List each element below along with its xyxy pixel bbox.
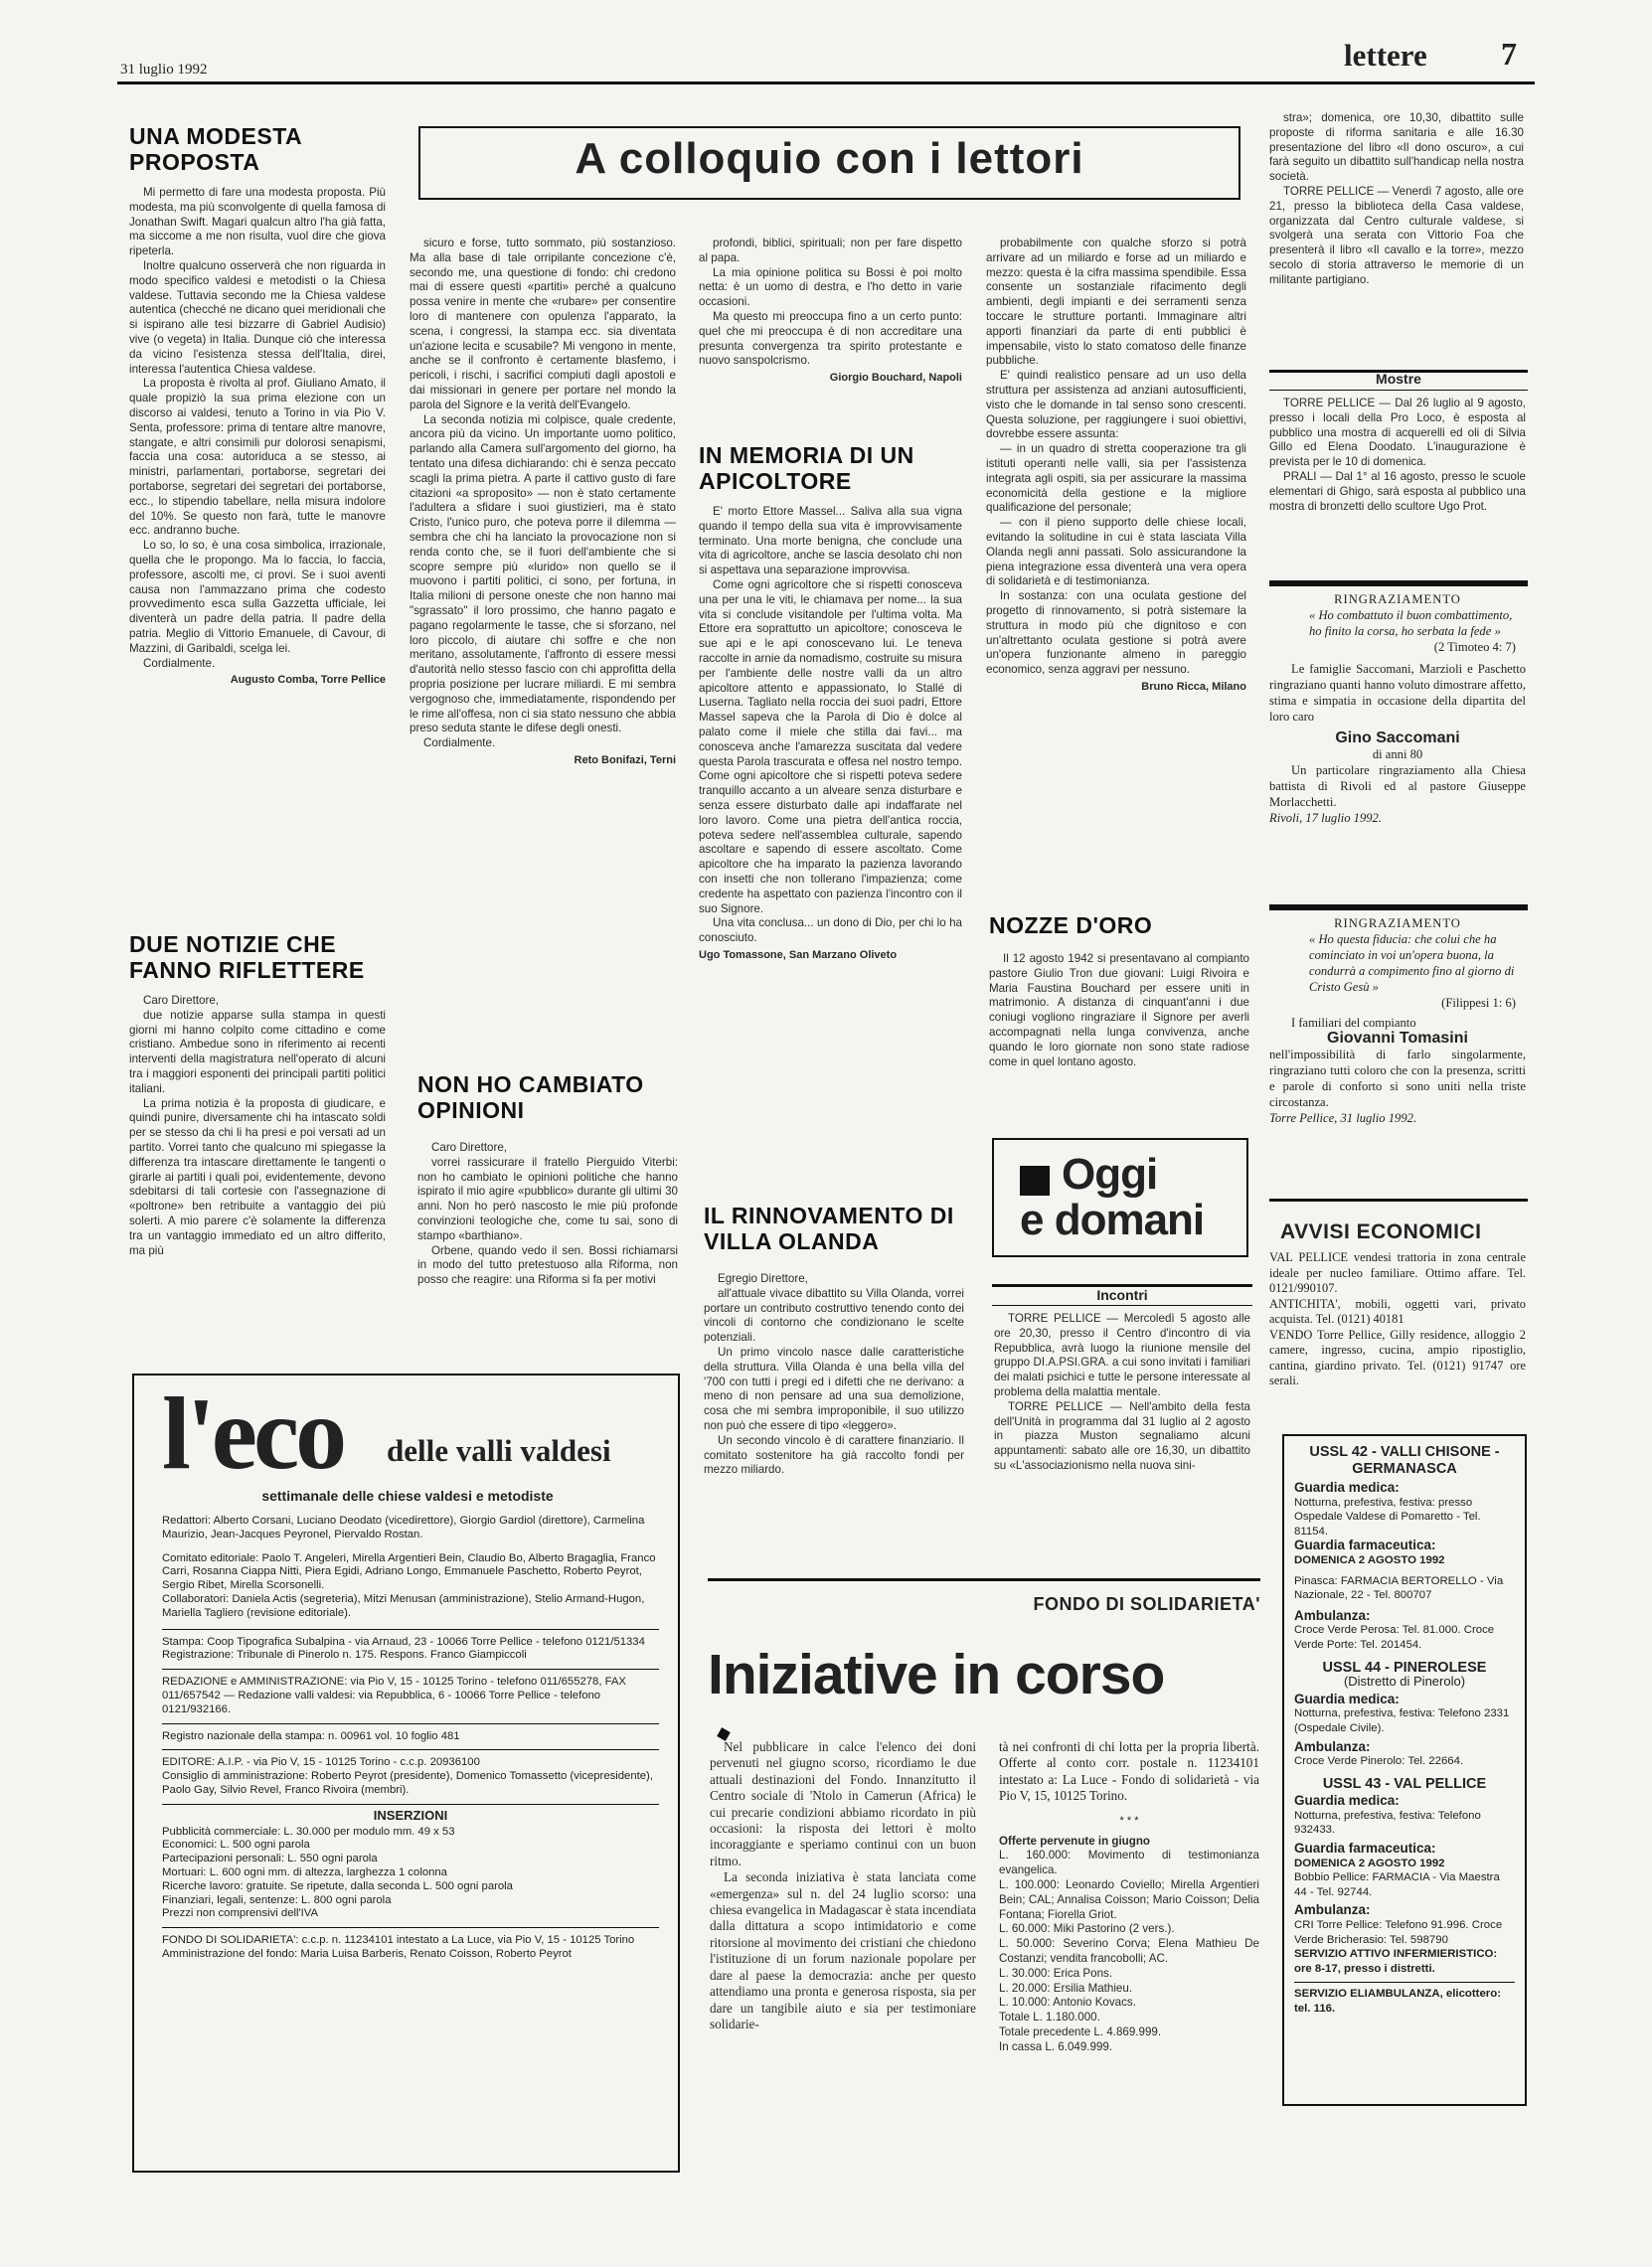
avvisi-title: AVVISI ECONOMICI: [1280, 1220, 1482, 1243]
divider: [992, 1305, 1252, 1306]
divider: [1269, 904, 1528, 910]
offerta-item: L. 60.000: Miki Pastorino (2 vers.).: [999, 1922, 1175, 1936]
paragraph: Cordialmente.: [143, 656, 216, 670]
paragraph: Nel pubblicare in calce l'elenco dei doni pervenuti nel giugno scorso, ricordiamo le due attuali destinazioni del Fondo. Innanzitutto il Centro sociale di 'Ntolo in Camerun (Africa) le cui precarie condizioni abbiamo ricordato in più occasioni: la risposta dei lettori è molto incoraggiante e speriamo continui con un buon ritmo.: [710, 1739, 976, 1868]
fondo-col-2: [999, 1739, 1259, 2055]
non-ho-cambiato-body-a: [417, 1141, 678, 1288]
paragraph: Cordialmente.: [423, 736, 496, 750]
ringraziamento-body: I familiari del compianto: [1291, 1016, 1416, 1030]
avvisi-item: ANTICHITA', mobili, oggetti vari, privato acquista. Tel. (0121) 40181: [1269, 1296, 1526, 1326]
paragraph: Inoltre qualcuno osserverà che non riguarda in modo specifico valdesi e metodisti o la Chiesa valdese. Tuttavia secondo me la Chiesa valdese autentica (checché ne dicano quei meridionali che si ispirano alle tesi bizzarre di Gabriel Audisio) vive (o vegeta) in Italia. Dunque ciò che interessa da vicino l'esistenza stessa dell'Italia, direi, interessa l'autentica Chiesa valdese.: [129, 258, 386, 376]
eco-line: Collaboratori: Daniela Actis (segreteria), Mitzi Menusan (amministrazione), Stelio Armand-Hugon, Mariella Tagliero (revisione editoriale).: [162, 1592, 645, 1619]
paragraph: all'attuale vivace dibattito su Villa Olanda, vorrei portare un contributo costruttivo tenendo conto dei vincoli di contorno che condizionano le scelte potenziali.: [704, 1286, 964, 1345]
offerte-list: [999, 1835, 1259, 2055]
ringraziamento-quote: « Ho questa fiducia: che colui che ha cominciato in voi un'opera buona, la condurrà a compimento fino al giorno di Cristo Gesù »: [1309, 932, 1515, 994]
logo-line-1: Oggi: [1062, 1150, 1158, 1199]
signature: Ugo Tomassone, San Marzano Oliveto: [699, 948, 898, 961]
fondo-title: Iniziative in corso: [708, 1643, 1165, 1706]
offerte-precedente: Totale precedente L. 4.869.999.: [999, 2024, 1162, 2038]
eco-line: Redattori: Alberto Corsani, Luciano Deodato (vicedirettore), Giorgio Gardiol (direttore), Carmelina Maurizio, Jean-Jacques Peyronel, Piervaldo Rostan.: [162, 1515, 645, 1540]
ussl-text: Croce Verde Pinerolo: Tel. 22664.: [1294, 1755, 1464, 1768]
ussl-title: USSL 44 - PINEROLESE: [1322, 1659, 1487, 1676]
paragraph: vorrei rassicurare il fratello Pierguido Viterbi: non ho cambiato le opinioni politiche che hanno ispirato il mio agire «pubblico» durante gli ultimi 30 anni. Non ho però nascosto le mie più profonde convinzioni teologiche che, come tu sai, sono di stampo «barthiano».: [417, 1155, 678, 1242]
paragraph: Orbene, quando vedo il sen. Bossi richiamarsi in modo del tutto pretestuoso alla Riforma, non posso che reagire: una Riforma si fa per motivi: [417, 1243, 678, 1287]
inserzioni-item: Ricerche lavoro: gratuite. Se ripetute, dalla seconda L. 500 ogni parola: [162, 1879, 513, 1892]
ussl-text: SERVIZIO ATTIVO INFERMIERISTICO: ore 8-17, presso i distretti.: [1294, 1948, 1498, 1975]
paragraph: — con il pieno supporto delle chiese locali, evitando la solitudine in cui è stata lasciata Villa Olanda negli anni passati. Solo assicurandone la piena integrazione essa diventerà una vera opera di solidarietà e di testimonianza.: [986, 516, 1246, 588]
paragraph: Come ogni agricoltore che si rispetti conosceva una per una le viti, le chiamava per nome... la sua vita si conclude visitandole per l'ultima volta. Ma Ettore era soprattutto un apicoltore; conosceva le sue api e le api conoscevano lui. Le teneva raccolte in arnie da nomadismo, costruite su misura per l'ambiente delle nostre valli da un altro apicoltore attento e appassionato, lo Stallé di Luserna. Tagliato nella roccia dei suoi padri, Ettore Massel sapeva che la Parola di Dio è dolce al palato come il miele che stilla dai favi... ma conosceva anche l'amarezza suscitata dal vedere questa Parola trascurata e offesa nel nostro tempo. Come ogni apicoltore che si rispetti poteva sedere tranquillo accanto a un alveare senza disturbare e senza essere disturbato dalle api indaffarate nel loro lavoro. Come una pietra dell'antica roccia, poteva sedere nell'assemblea culturale, sapendo ascoltare e sapendo di essere ascoltato. Come apicoltore che ha imparato la pazienza lavorando con insetti che non tollerano l'impazienza; come credente ha aspettato con pazienza l'incontro con il suo Signore.: [699, 577, 962, 915]
paragraph: due notizie apparse sulla stampa in questi giorni mi hanno colpito come cittadino e come cristiano. Ambedue sono in riferimento ai recenti interventi della magistratura nell'operato di alcuni tra i maggiori esponenti dei principali partiti politici italiani.: [129, 1008, 386, 1095]
ussl-label: Ambulanza:: [1294, 1738, 1371, 1754]
ringraziamento-place-date: Rivoli, 17 luglio 1992.: [1269, 811, 1382, 825]
ussl-label: Ambulanza:: [1294, 1902, 1371, 1918]
oggi-domani-logo: [992, 1138, 1248, 1257]
inserzioni-item: Prezzi non comprensivi dell'IVA: [162, 1907, 319, 1920]
divider: [1269, 1199, 1528, 1202]
offerta-item: L. 10.000: Antonio Kovacs.: [999, 1996, 1136, 2010]
paragraph: Ma questo mi preoccupa fino a un certo punto: quel che mi preoccupa è di non accreditare una presunta convergenza tra spirito protestante e nuovo sanspolcrismo.: [699, 309, 962, 368]
ussl-text: Notturna, prefestiva, festiva: Telefono 932433.: [1294, 1809, 1481, 1837]
mostre-body: [1269, 397, 1526, 514]
paragraph: TORRE PELLICE — Mercoledì 5 agosto alle ore 20,30, presso il Centro d'incontro di via Repubblica, avrà luogo la riunione mensile del gruppo DI.A.PSI.GRA. a cui sono invitati i familiari dei malati psichici e tutte le persone interessate al problema della malattia mentale.: [994, 1312, 1250, 1398]
paragraph: E' quindi realistico pensare ad un uso della struttura per assistenza ad anziani autosufficienti, visto che le domande in tal senso sono crescenti. Questa soluzione, per raggiungere i suoi obiettivi, dovrebbe essere assunta:: [986, 369, 1246, 441]
paragraph: Il 12 agosto 1942 si presentavano al compianto pastore Giulio Tron due giovani: Luigi Rivoira e Maria Faustina Bouchard per essere uniti in matrimonio. A distanza di cinquant'anni i due coniugi vogliono ringraziare il Signore per averli accompagnati nella lunga convivenza, anche quando le loro giornate non sono state radiose come in quel lontano agosto.: [989, 952, 1249, 1068]
paragraph: — in un quadro di stretta cooperazione tra gli istituti operanti nelle valli, sia per l'assistenza integrata agli ospiti, sia per assicurare la massima economicità della gestione e la migliore qualificazione del personale;: [986, 442, 1246, 515]
non-ho-cambiato-body-b: [699, 237, 962, 386]
ringraziamento-body: Le famiglie Saccomani, Marzioli e Paschetto ringraziano quanti hanno voluto dimostrare affetto, stima e simpatia in occasione della dipartita del loro caro: [1269, 662, 1526, 724]
paragraph: E' morto Ettore Massel... Saliva alla sua vigna quando il tempo della sua vita è improvvisamente terminato. Una morte benigna, che conclude una vita di agricoltore, anche se lascia desolato chi non si aspettava una separazione improvvisa.: [699, 505, 962, 577]
offerte-cassa: In cassa L. 6.049.999.: [999, 2039, 1113, 2053]
due-notizie-title: DUE NOTIZIE CHE FANNO RIFLETTERE: [129, 931, 365, 983]
ringraziamento-reference: (2 Timoteo 4: 7): [1433, 640, 1516, 654]
ringraziamento-title: RINGRAZIAMENTO: [1334, 916, 1461, 930]
incontri-body: [994, 1312, 1250, 1474]
ringraziamento-place-date: Torre Pellice, 31 luglio 1992.: [1269, 1111, 1417, 1125]
incontri-title: Incontri: [1096, 1287, 1148, 1303]
signature: Reto Bonifazi, Terni: [574, 753, 676, 766]
paragraph: TORRE PELLICE — Nell'ambito della festa dell'Unità in programma dal 31 luglio al 2 agosto in piazza Muston segnaliamo alcuni appuntamenti: sabato alle ore 16,30, un dibattito su «L'associazionismo nella nuova sini-: [994, 1399, 1250, 1472]
ringraziamento-extra: nell'impossibilità di farlo singolarmente, ringraziano tutti coloro che con la presenza, scritti e parole di conforto si sono uniti nella triste circostanza.: [1269, 1048, 1526, 1109]
ringraziamento-quote: « Ho combattuto il buon combattimento, ho finito la corsa, ho serbata la fede »: [1309, 608, 1513, 638]
ringraziamento-1: [1269, 591, 1526, 826]
villa-olanda-body-b: [986, 237, 1246, 695]
due-notizie-body-a: [129, 994, 386, 1258]
ringraziamento-title: RINGRAZIAMENTO: [1334, 592, 1461, 606]
fondo-col-1: [710, 1739, 976, 2032]
mostre-title: Mostre: [1376, 371, 1421, 387]
paragraph: TORRE PELLICE — Venerdì 7 agosto, alle ore 21, presso la biblioteca della Casa valdese, organizzata dal Centro culturale valdese, si svolgerà una serata con Vittorio Foa che presenterà il libro «Il cavallo e la torre», mezzo secolo di storia attraverso le memorie di un militante partigiano.: [1269, 184, 1524, 286]
ringraziamento-age: di anni 80: [1372, 747, 1423, 761]
villa-olanda-title: IL RINNOVAMENTO DI VILLA OLANDA: [704, 1203, 954, 1254]
ussl-label: Guardia farmaceutica:: [1294, 1841, 1436, 1857]
eco-masthead-small: delle valli valdesi: [387, 1433, 611, 1468]
avvisi-item: VAL PELLICE vendesi trattoria in zona centrale ideale per nucleo familiare. Ottimo affare. Tel. 0121/990107.: [1269, 1250, 1526, 1295]
fondo-kicker: FONDO DI SOLIDARIETA': [1033, 1594, 1260, 1614]
ussl-42: [1294, 1444, 1515, 1653]
signature: Augusto Comba, Torre Pellice: [230, 674, 386, 687]
apicoltore-title: IN MEMORIA DI UN APICOLTORE: [699, 442, 914, 494]
offerta-item: L. 100.000: Leonardo Coviello; Mirella Argentieri Bein; CAL; Annalisa Coisson; Mario Coisson; Delia Fontana; Fiorella Griot.: [999, 1878, 1259, 1921]
ussl-text: DOMENICA 2 AGOSTO 1992: [1294, 1857, 1445, 1869]
divider: [162, 1723, 659, 1724]
paragraph: La seconda iniziativa è stata lanciata come «emergenza» sul n. del 24 luglio scorso: una chiesa evangelica in Madagascar è stata incendiata dalla dittatura a scopo intimidatorio e come ritorsione al movimento dei cristiani che chiedono l'istituzione di un forum nazionale popolare per dare al paese la democrazia: anche per questo attendiamo una pronta e generosa risposta, sia per dare un tangibile aiuto e sia per testimoniare solidarie-: [710, 1869, 976, 2031]
ussl-label: Ambulanza:: [1294, 1607, 1371, 1623]
avvisi-list: [1269, 1250, 1526, 1389]
divider: [162, 1669, 659, 1670]
ussl-text: DOMENICA 2 AGOSTO 1992: [1294, 1553, 1445, 1566]
eco-lines: [162, 1515, 659, 1962]
ussl-text: Bobbio Pellice: FARMACIA - Via Maestra 44 - Tel. 92744.: [1294, 1871, 1500, 1898]
paragraph: Lo so, lo so, è una cosa simbolica, irrazionale, quella che le propongo. Ma lo faccia, lo faccia, professore, ascolti me, ci provi. Se i suoi aventi causa non l'ammazzano prima che codesto provvedimento esca sulla Gazzetta ufficiale, lei diventerà un padre della patria. Il padre della patria. Meglio di Vittorio Emanuele, di Cavour, di Mazzini, di Garibaldi, scelga lei.: [129, 539, 386, 655]
ussl-44: [1294, 1661, 1515, 1769]
inserzioni-item: Partecipazioni personali: L. 550 ogni parola: [162, 1853, 378, 1865]
offerte-totale: Totale L. 1.180.000.: [999, 2011, 1100, 2024]
eco-line: Stampa: Coop Tipografica Subalpina - via Arnaud, 23 - 10066 Torre Pellice - telefono 0121/51334: [162, 1635, 645, 1648]
divider: [1269, 390, 1528, 391]
eco-line: EDITORE: A.I.P. - via Pio V, 15 - 10125 Torino - c.c.p. 20936100: [162, 1756, 480, 1769]
divider: [1294, 1982, 1515, 1983]
offerta-item: L. 30.000: Erica Pons.: [999, 1966, 1113, 1980]
paragraph: stra»; domenica, ore 10,30, dibattito sulle proposte di riforma sanitaria e alle 16.30 presentazione del libro «Il dono oscuro», a cui farà seguito un dibattito sull'handicap nella nostra società.: [1269, 111, 1524, 184]
ussl-text: CRI Torre Pellice: Telefono 91.996. Croce Verde Bricherasio: Tel. 598790: [1294, 1919, 1503, 1946]
eco-box: [132, 1374, 680, 2173]
paragraph: PRALI — Dal 1° al 16 agosto, presso le scuole elementari di Ghigo, sarà esposta al pubblico una mostra di bronzetti dello scultore Ugo Prot.: [1269, 469, 1526, 513]
divider: [162, 1927, 659, 1928]
paragraph: Caro Direttore,: [143, 994, 220, 1007]
paragraph: La seconda notizia mi colpisce, quale credente, ancora più da vicino. Un importante uomo politico, parlando alla Camera sull'argomento del giorno, ha tentato una difesa dichiarando: chi è senza peccato scagli la prima pietra. A parte il cattivo gusto di fare citazioni «a sproposito» — non è stato certamente l'adultera a sfidare i suoi giustizieri, ma è stato Cristo, l'unico puro, che poteva porre il dilemma — sembra che chi ha lanciato la provocazione non si renda conto che, se il fuori dell'ambiente che si scopre sempre più «lurido» non quello se il muovono i partiti politici, ci sono, per fortuna, in Italia milioni di persone oneste che non hanno mai "sgrassato" il loro prossimo, che hanno pagato e pagano regolarmente le tasse, che si sforzano, nel loro piccolo, di aiutare chi soffre e che non meritano, assolutamente, l'affronto di essere messi d'autorità nello stesso fascio con chi approfitta della propria posizione per lucrare miliardi. E mi sembra vergognoso che, immediatamente, rispondendo per le rime all'offesa, non ci sia stato nessuno che abbia preso seduta stante le difese degli onesti.: [410, 412, 676, 735]
stars-divider: * * *: [1119, 1814, 1139, 1827]
paragraph: Una vita conclusa... un dono di Dio, per chi lo ha conosciuto.: [699, 916, 962, 945]
ussl-label: Guardia medica:: [1294, 1480, 1400, 1495]
modesta-body: [129, 186, 386, 688]
nozze-body: [989, 952, 1249, 1069]
page-number: 7: [1501, 36, 1517, 72]
ussl-box: [1282, 1434, 1527, 2106]
eco-fondo-line: Amministrazione del fondo: Maria Luisa Barberis, Renato Coisson, Roberto Peyrot: [162, 1947, 572, 1960]
paragraph: Caro Direttore,: [431, 1141, 508, 1154]
paragraph: TORRE PELLICE — Dal 26 luglio al 9 agosto, presso i locali della Pro Loco, è esposta al pubblico una mostra di acquerelli ed oli di Silvia Gillo ed Elena Doodato. L'inaugurazione è prevista per le 10 di domenica.: [1269, 397, 1526, 469]
offerta-item: L. 20.000: Ersilia Mathieu.: [999, 1981, 1133, 1995]
section-title: lettere: [1344, 38, 1427, 73]
paragraph: Egregio Direttore,: [718, 1272, 808, 1285]
signature: Giorgio Bouchard, Napoli: [829, 372, 962, 385]
ussl-label: Guardia medica:: [1294, 1691, 1400, 1706]
non-ho-cambiato-title: NON HO CAMBIATO OPINIONI: [417, 1071, 644, 1123]
divider: [1269, 580, 1528, 586]
paragraph: La prima notizia è la proposta di giudicare, e quindi punire, diversamente chi ha intascato soldi per se stesso da chi li ha presi e poi versati ad un partito. Vorrei tanto che qualcuno mi spiegasse la differenza tra intascare direttamente le tangenti o girarle ai partiti i quali poi, evidentemente, devono sdebitarsi di tali cortesie con l'assegnazione di «poltrone» ben retribuite a vantaggio dei più solerti. A mio parere c'è solamente la differenza tra un vantaggio immediato ed un altro differito, ma più: [129, 1096, 386, 1257]
paragraph: Un primo vincolo nasce dalle caratteristiche della struttura. Villa Olanda è una bella villa del '700 con tutti i pregi ed i difetti che ne derivano: a meno di non pensare ad una sua demolizione, cosa che mi sembra improponibile, il suo utilizzo non può che essere di tipo «leggero».: [704, 1345, 964, 1432]
avvisi-item: VENDO Torre Pellice, Gilly residence, alloggio 2 camere, ingresso, cucina, ampio ripostiglio, cantina, giardino privato. Tel. (0121) 91747 ore serali.: [1269, 1327, 1526, 1387]
ringraziamento-name: Giovanni Tomasini: [1327, 1030, 1468, 1047]
modesta-title: UNA MODESTA PROPOSTA: [129, 123, 302, 175]
ussl-subtitle: (Distretto di Pinerolo): [1343, 1674, 1466, 1690]
paragraph: Mi permetto di fare una modesta proposta. Più modesta, ma più sconvolgente di quella famosa di Jonathan Swift. Magari qualcun altro l'ha già fatta, ma siccome a me non risulta, vuol dire che giova ripeterla.: [129, 186, 386, 258]
fondo-intro: tà nei confronti di chi lotta per la propria libertà. Offerte al conto corr. postale n. 11234101 intestato a: La Luce - Fondo di solidarietà - via Pio V, 15, 10125 Torino.: [999, 1739, 1259, 1804]
divider: [162, 1749, 659, 1750]
ussl-label: Guardia medica:: [1294, 1793, 1400, 1809]
logo-line-2: e domani: [1020, 1196, 1205, 1244]
eco-fondo-line: FONDO DI SOLIDARIETA': c.c.p. n. 11234101 intestato a La Luce, via Pio V, 15 - 10125 Torino: [162, 1934, 635, 1947]
ussl-title: USSL 43 - VAL PELLICE: [1322, 1775, 1487, 1792]
ussl-label: Guardia farmaceutica:: [1294, 1538, 1436, 1553]
eco-line: Comitato editoriale: Paolo T. Angeleri, Mirella Argentieri Bein, Claudio Bo, Alberto Bragaglia, Franco Carri, Rosanna Ciappa Nitti, Piera Egidi, Adriano Longo, Emmanuele Paschetto, Roberto Peyrot, Sergio Ribet, Mirella Scorsonelli.: [162, 1551, 656, 1592]
inserzioni-item: Mortuari: L. 600 ogni mm. di altezza, larghezza 1 colonna: [162, 1865, 447, 1878]
ringraziamento-extra: Un particolare ringraziamento alla Chiesa battista di Rivoli ed al pastore Giuseppe Morlacchetti.: [1269, 763, 1526, 809]
inserzioni-item: Finanziari, legali, sentenze: L. 800 ogni parola: [162, 1893, 392, 1906]
banner-title: A colloquio con i lettori: [575, 134, 1084, 183]
signature: Bruno Ricca, Milano: [1141, 680, 1246, 693]
eco-line: Registro nazionale della stampa: n. 00961 vol. 10 foglio 481: [162, 1729, 460, 1742]
paragraph: Un secondo vincolo è di carattere finanziario. Il comitato sostenitore ha già raccolto fondi per mezzo miliardo.: [704, 1433, 964, 1477]
apicoltore-body: [699, 505, 962, 963]
oggi-domani-continuation: [1269, 111, 1524, 288]
inserzioni-title: INSERZIONI: [373, 1807, 448, 1823]
ussl-text: Notturna, prefestiva, festiva: Telefono 2331 (Ospedale Civile).: [1294, 1707, 1510, 1734]
offerta-item: L. 160.000: Movimento di testimonianza evangelica.: [999, 1849, 1259, 1877]
ussl-43: [1294, 1777, 1515, 2017]
ringraziamento-reference: (Filippesi 1: 6): [1441, 996, 1516, 1010]
offerte-title: Offerte pervenute in giugno: [999, 1834, 1151, 1848]
logo-square-icon: [1020, 1166, 1050, 1196]
ussl-text: SERVIZIO ELIAMBULANZA, elicottero: tel. 116.: [1294, 1988, 1501, 2015]
eco-line: Registrazione: Tribunale di Pinerolo n. 175. Respons. Franco Giampiccoli: [162, 1649, 527, 1662]
eco-masthead-big: l'eco: [162, 1376, 344, 1491]
ringraziamento-name: Gino Saccomani: [1335, 729, 1460, 746]
eco-tagline: settimanale delle chiese valdesi e metodiste: [261, 1488, 554, 1504]
header-rule: [117, 81, 1535, 84]
ringraziamento-2: [1269, 915, 1526, 1126]
due-notizie-body-b: [410, 237, 676, 768]
ussl-text: Notturna, prefestiva, festiva: presso Ospedale Valdese di Pomaretto - Tel. 81154.: [1294, 1496, 1481, 1538]
inserzioni-item: Pubblicità commerciale: L. 30.000 per modulo mm. 49 x 53: [162, 1825, 455, 1838]
paragraph: In sostanza: con una oculata gestione del progetto di rinnovamento, si potrà sistemare la struttura in modo più che dignitoso e con un'altrettanto oculata gestione si potrà avere un'opera funzionante almeno in pareggio economico, senza aggravi per nessuno.: [986, 589, 1246, 677]
eco-line: REDAZIONE e AMMINISTRAZIONE: via Pio V, 15 - 10125 Torino - telefono 011/655278, FAX 011/657542 — Redazione valli valdesi: via Repubblica, 6 - 10066 Torre Pellice - telefono 0121/932166.: [162, 1676, 626, 1715]
villa-olanda-body-a: [704, 1272, 964, 1478]
paragraph: La mia opinione politica su Bossi è poi molto netta: è un uomo di destra, e l'ho detto in varie occasioni.: [699, 265, 962, 309]
ussl-text: Croce Verde Perosa: Tel. 81.000. Croce Verde Porte: Tel. 201454.: [1294, 1624, 1495, 1651]
paragraph: profondi, biblici, spirituali; non per fare dispetto al papa.: [699, 237, 962, 264]
paragraph: sicuro e forse, tutto sommato, più sostanzioso. Ma alla base di tale orripilante concezione c'è, secondo me, una questione di fondo: chi credono mai di essere questi «partiti» perché a qualcuno possa venire in mente che «rubare» per consentire loro di mantenere con opulenza l'apparato, la scena, i congressi, la stampa ecc. sia diventata un'azione lecita e scusabile? Mi vengono in mente, anche se il confronto è certamente blasfemo, i pericoli, i rischi, i sacrifici compiuti dagli apostoli e dai missionari in genere per portare nel mondo la parola del Signore e la verità dell'Evangelo.: [410, 237, 676, 411]
fondo-rule: [708, 1578, 1260, 1581]
inserzioni-item: Economici: L. 500 ogni parola: [162, 1839, 310, 1852]
eco-line: Consiglio di amministrazione: Roberto Peyrot (presidente), Domenico Tomassetto (vicepresidente), Paolo Gay, Silvio Revel, Franco Rivoira (membri).: [162, 1770, 653, 1796]
offerta-item: L. 50.000: Severino Corva; Elena Mathieu De Costanzi; vendita francobolli; AC.: [999, 1937, 1259, 1965]
paragraph: probabilmente con qualche sforzo si potrà arrivare ad un miliardo e forse ad un miliardo e mezzo: questa è la cifra massima spendibile. Essa consente un sostanziale rifacimento degli ambienti, degli impianti e dei serramenti senza toccare le strutture portanti. Immaginare altri apporti finanziari da parte di enti pubblici è impensabile, visto lo stato comatoso delle finanze pubbliche.: [986, 237, 1246, 368]
issue-date: 31 luglio 1992: [120, 62, 208, 78]
paragraph: La proposta è rivolta al prof. Giuliano Amato, il quale propiziò la sua prima elezione con un discorso ai valdesi, tenuto a Torino in via Pio V. Senta, professore: prima di tentare altre manovre, stangate, e altri consimili pur dolorosi senapismi, faccia una cosa: autoriduca a se stesso, ai ministri, parlamentari, portaborse, segretari dei portaborse, segretari dei segretari dei portaborse, ecc., lo stipendio tabellare, nella misura indolore del 10%. Se questo non farà, tutte le manovre ecc. andranno buche.: [129, 377, 386, 538]
divider: [162, 1804, 659, 1805]
ussl-title: USSL 42 - VALLI CHISONE - GERMANASCA: [1309, 1444, 1500, 1477]
divider: [162, 1629, 659, 1630]
ussl-text: Pinasca: FARMACIA BERTORELLO - Via Nazionale, 22 - Tel. 800707: [1294, 1574, 1504, 1602]
nozze-title: NOZZE D'ORO: [989, 912, 1153, 938]
